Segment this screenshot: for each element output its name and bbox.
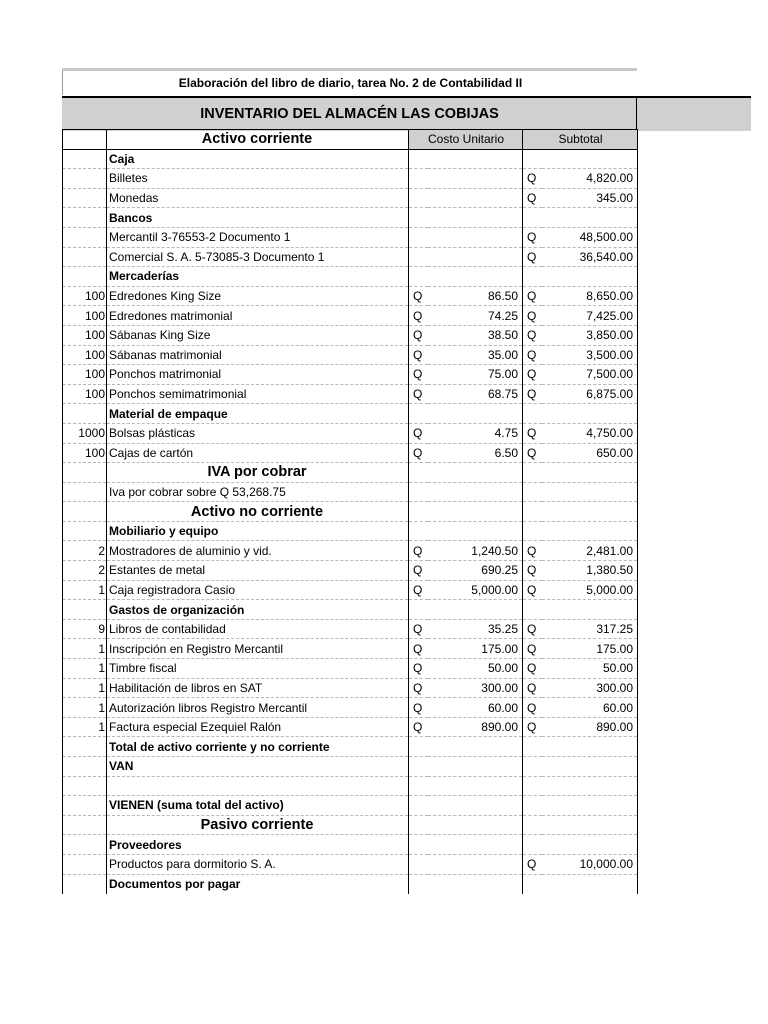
row-description: Caja registradora Casio — [107, 580, 409, 600]
row-quantity — [63, 404, 107, 424]
unit-cost-currency — [409, 404, 428, 424]
unit-cost-currency — [409, 737, 428, 757]
row-quantity: 100 — [63, 325, 107, 345]
row-description: Edredones King Size — [107, 286, 409, 306]
subtotal-currency — [523, 482, 542, 502]
row-quantity — [63, 188, 107, 208]
subtotal-value: 36,540.00 — [542, 247, 638, 267]
table-row — [63, 541, 638, 561]
subtotal-value — [542, 502, 638, 522]
subtotal-currency — [523, 502, 542, 522]
row-quantity: 100 — [63, 306, 107, 326]
subtotal-currency — [523, 815, 542, 835]
table-row — [63, 776, 638, 796]
unit-cost-currency — [409, 521, 428, 541]
subtotal-value: 4,820.00 — [542, 169, 638, 189]
unit-cost-value: 50.00 — [428, 659, 523, 679]
row-quantity: 1 — [63, 678, 107, 698]
table-row — [63, 659, 638, 679]
table-body — [63, 149, 638, 894]
unit-cost-currency: Q — [409, 286, 428, 306]
table-row — [63, 306, 638, 326]
subtotal-value — [542, 149, 638, 169]
unit-cost-value: 60.00 — [428, 698, 523, 718]
unit-cost-value: 35.25 — [428, 619, 523, 639]
subtotal-value: 317.25 — [542, 619, 638, 639]
row-description: Factura especial Ezequiel Ralón — [107, 717, 409, 737]
unit-cost-currency: Q — [409, 580, 428, 600]
subtotal-value: 3,500.00 — [542, 345, 638, 365]
row-quantity — [63, 502, 107, 522]
unit-cost-currency — [409, 776, 428, 796]
table-row — [63, 854, 638, 874]
unit-cost-currency — [409, 502, 428, 522]
subtotal-currency — [523, 149, 542, 169]
unit-cost-value — [428, 502, 523, 522]
unit-cost-currency: Q — [409, 443, 428, 463]
unit-cost-currency: Q — [409, 384, 428, 404]
subtotal-currency: Q — [523, 659, 542, 679]
subtotal-currency: Q — [523, 365, 542, 385]
row-description: Sábanas King Size — [107, 325, 409, 345]
unit-cost-currency — [409, 149, 428, 169]
unit-cost-value — [428, 188, 523, 208]
qty-header — [63, 130, 107, 150]
row-quantity — [63, 776, 107, 796]
unit-cost-value — [428, 463, 523, 483]
subtotal-currency — [523, 521, 542, 541]
row-description: Autorización libros Registro Mercantil — [107, 698, 409, 718]
subtotal-currency: Q — [523, 286, 542, 306]
unit-cost-value: 300.00 — [428, 678, 523, 698]
row-description: Inscripción en Registro Mercantil — [107, 639, 409, 659]
table-row — [63, 325, 638, 345]
unit-cost-value — [428, 600, 523, 620]
unit-cost-value: 175.00 — [428, 639, 523, 659]
row-description: Mobiliario y equipo — [107, 521, 409, 541]
unit-cost-currency: Q — [409, 365, 428, 385]
subtotal-currency: Q — [523, 678, 542, 698]
row-quantity: 1 — [63, 659, 107, 679]
unit-cost-currency — [409, 463, 428, 483]
unit-cost-currency — [409, 188, 428, 208]
row-quantity: 1000 — [63, 423, 107, 443]
section-header: Activo corriente — [107, 130, 409, 150]
row-quantity: 1 — [63, 639, 107, 659]
subtotal-currency: Q — [523, 247, 542, 267]
row-description: Gastos de organización — [107, 600, 409, 620]
unit-cost-value — [428, 757, 523, 777]
table-row — [63, 482, 638, 502]
unit-cost-value — [428, 796, 523, 816]
subtotal-value — [542, 776, 638, 796]
table-row — [63, 227, 638, 247]
row-quantity: 100 — [63, 365, 107, 385]
subtotal-value — [542, 267, 638, 287]
table-row — [63, 561, 638, 581]
unit-cost-value: 75.00 — [428, 365, 523, 385]
subtotal-value: 8,650.00 — [542, 286, 638, 306]
subtotal-currency: Q — [523, 188, 542, 208]
subtotal-value: 7,500.00 — [542, 365, 638, 385]
subtotal-value: 1,380.50 — [542, 561, 638, 581]
row-description: Estantes de metal — [107, 561, 409, 581]
subtotal-currency: Q — [523, 306, 542, 326]
subtotal-currency — [523, 600, 542, 620]
unit-cost-currency — [409, 169, 428, 189]
subtotal-currency: Q — [523, 325, 542, 345]
unit-cost-currency: Q — [409, 717, 428, 737]
row-quantity: 9 — [63, 619, 107, 639]
row-quantity: 100 — [63, 443, 107, 463]
subtotal-value: 175.00 — [542, 639, 638, 659]
subtotal-currency — [523, 757, 542, 777]
unit-cost-value — [428, 227, 523, 247]
subtotal-value: 4,750.00 — [542, 423, 638, 443]
unit-cost-value — [428, 776, 523, 796]
subtotal-value: 50.00 — [542, 659, 638, 679]
row-description: VIENEN (suma total del activo) — [107, 796, 409, 816]
subtotal-currency: Q — [523, 854, 542, 874]
table-row — [63, 815, 638, 835]
unit-cost-currency — [409, 815, 428, 835]
table-row — [63, 717, 638, 737]
table-header-row — [63, 130, 638, 150]
unit-cost-currency — [409, 874, 428, 894]
unit-cost-currency — [409, 600, 428, 620]
unit-cost-value — [428, 169, 523, 189]
row-quantity — [63, 874, 107, 894]
subtotal-currency: Q — [523, 443, 542, 463]
unit-cost-value: 86.50 — [428, 286, 523, 306]
table-row — [63, 874, 638, 894]
subtotal-value: 60.00 — [542, 698, 638, 718]
table-row — [63, 502, 638, 522]
unit-cost-currency — [409, 835, 428, 855]
unit-cost-value — [428, 521, 523, 541]
row-quantity — [63, 835, 107, 855]
unit-cost-value — [428, 267, 523, 287]
unit-cost-currency — [409, 267, 428, 287]
row-description: Productos para dormitorio S. A. — [107, 854, 409, 874]
unit-cost-currency — [409, 247, 428, 267]
subtotal-currency: Q — [523, 345, 542, 365]
unit-cost-value — [428, 854, 523, 874]
row-description: Caja — [107, 149, 409, 169]
unit-cost-currency: Q — [409, 561, 428, 581]
row-description: Ponchos semimatrimonial — [107, 384, 409, 404]
unit-cost-value: 35.00 — [428, 345, 523, 365]
unit-cost-currency — [409, 796, 428, 816]
unit-cost-currency: Q — [409, 659, 428, 679]
subtotal-currency: Q — [523, 384, 542, 404]
unit-cost-value: 890.00 — [428, 717, 523, 737]
table-row — [63, 365, 638, 385]
row-quantity — [63, 757, 107, 777]
table-row — [63, 463, 638, 483]
row-quantity — [63, 169, 107, 189]
subtotal-currency: Q — [523, 639, 542, 659]
row-description: Pasivo corriente — [107, 815, 409, 835]
subtotal-currency: Q — [523, 423, 542, 443]
subtotal-value: 7,425.00 — [542, 306, 638, 326]
table-row — [63, 835, 638, 855]
subtotal-value: 5,000.00 — [542, 580, 638, 600]
unit-cost-value: 690.25 — [428, 561, 523, 581]
subtotal-header: Subtotal — [523, 130, 638, 150]
table-row — [63, 149, 638, 169]
table-row — [63, 678, 638, 698]
unit-cost-value: 38.50 — [428, 325, 523, 345]
table-row — [63, 188, 638, 208]
row-description: VAN — [107, 757, 409, 777]
subtotal-currency — [523, 267, 542, 287]
unit-cost-currency — [409, 757, 428, 777]
row-description: Mostradores de aluminio y vid. — [107, 541, 409, 561]
inventory-banner — [62, 96, 751, 131]
subtotal-value — [542, 208, 638, 228]
row-quantity — [63, 521, 107, 541]
table-row — [63, 443, 638, 463]
row-quantity: 100 — [63, 345, 107, 365]
unit-cost-currency: Q — [409, 639, 428, 659]
unit-cost-currency: Q — [409, 423, 428, 443]
subtotal-value — [542, 482, 638, 502]
row-description: Ponchos matrimonial — [107, 365, 409, 385]
row-quantity — [63, 227, 107, 247]
unit-cost-value: 68.75 — [428, 384, 523, 404]
unit-cost-currency — [409, 482, 428, 502]
row-description: Libros de contabilidad — [107, 619, 409, 639]
subtotal-currency — [523, 463, 542, 483]
row-description: Bancos — [107, 208, 409, 228]
row-description: Monedas — [107, 188, 409, 208]
row-quantity — [63, 149, 107, 169]
subtotal-value — [542, 737, 638, 757]
subtotal-currency: Q — [523, 169, 542, 189]
subtotal-value: 2,481.00 — [542, 541, 638, 561]
table-row — [63, 521, 638, 541]
row-description: Total de activo corriente y no corriente — [107, 737, 409, 757]
row-description: Bolsas plásticas — [107, 423, 409, 443]
unit-cost-value — [428, 208, 523, 228]
subtotal-currency — [523, 874, 542, 894]
subtotal-value: 48,500.00 — [542, 227, 638, 247]
unit-cost-value: 4.75 — [428, 423, 523, 443]
row-description: Documentos por pagar — [107, 874, 409, 894]
unit-cost-header: Costo Unitario — [409, 130, 523, 150]
table-row — [63, 345, 638, 365]
subtotal-currency: Q — [523, 698, 542, 718]
table-row — [63, 247, 638, 267]
subtotal-currency: Q — [523, 580, 542, 600]
subtotal-value — [542, 835, 638, 855]
subtotal-value — [542, 796, 638, 816]
subtotal-value: 345.00 — [542, 188, 638, 208]
unit-cost-currency — [409, 854, 428, 874]
subtotal-value — [542, 404, 638, 424]
subtotal-currency: Q — [523, 717, 542, 737]
subtotal-value: 890.00 — [542, 717, 638, 737]
table-row — [63, 796, 638, 816]
subtotal-value — [542, 874, 638, 894]
table-row — [63, 698, 638, 718]
unit-cost-currency: Q — [409, 306, 428, 326]
row-description: Proveedores — [107, 835, 409, 855]
table-row — [63, 423, 638, 443]
row-description: Material de empaque — [107, 404, 409, 424]
row-quantity — [63, 737, 107, 757]
subtotal-currency — [523, 835, 542, 855]
row-quantity — [63, 854, 107, 874]
unit-cost-value: 74.25 — [428, 306, 523, 326]
unit-cost-currency: Q — [409, 678, 428, 698]
unit-cost-value — [428, 835, 523, 855]
subtotal-value: 3,850.00 — [542, 325, 638, 345]
row-description: Cajas de cartón — [107, 443, 409, 463]
subtotal-value: 6,875.00 — [542, 384, 638, 404]
unit-cost-value — [428, 149, 523, 169]
row-description: Comercial S. A. 5-73085-3 Documento 1 — [107, 247, 409, 267]
table-row — [63, 267, 638, 287]
table-row — [63, 757, 638, 777]
row-quantity — [63, 208, 107, 228]
row-description: Habilitación de libros en SAT — [107, 678, 409, 698]
row-quantity — [63, 267, 107, 287]
table-row — [63, 619, 638, 639]
row-quantity — [63, 600, 107, 620]
table-row — [63, 737, 638, 757]
row-description: Mercantil 3-76553-2 Documento 1 — [107, 227, 409, 247]
unit-cost-value: 5,000.00 — [428, 580, 523, 600]
unit-cost-value — [428, 737, 523, 757]
subtotal-currency: Q — [523, 619, 542, 639]
inventory-table — [62, 129, 638, 894]
table-row — [63, 600, 638, 620]
subtotal-currency — [523, 208, 542, 228]
row-description: Edredones matrimonial — [107, 306, 409, 326]
banner-title: INVENTARIO DEL ALMACÉN LAS COBIJAS — [200, 106, 499, 122]
unit-cost-currency: Q — [409, 698, 428, 718]
row-description: Iva por cobrar sobre Q 53,268.75 — [107, 482, 409, 502]
row-quantity — [63, 815, 107, 835]
table-row — [63, 384, 638, 404]
document-title: Elaboración del libro de diario, tarea No. 2 de Contabilidad II — [62, 71, 638, 95]
table-row — [63, 208, 638, 228]
unit-cost-currency — [409, 227, 428, 247]
subtotal-value — [542, 600, 638, 620]
table-row — [63, 580, 638, 600]
row-description — [107, 776, 409, 796]
subtotal-currency: Q — [523, 541, 542, 561]
row-description: Timbre fiscal — [107, 659, 409, 679]
subtotal-currency — [523, 776, 542, 796]
row-quantity: 2 — [63, 561, 107, 581]
subtotal-value — [542, 521, 638, 541]
row-description: IVA por cobrar — [107, 463, 409, 483]
subtotal-currency — [523, 796, 542, 816]
row-quantity: 2 — [63, 541, 107, 561]
unit-cost-currency: Q — [409, 619, 428, 639]
unit-cost-currency: Q — [409, 325, 428, 345]
unit-cost-value: 1,240.50 — [428, 541, 523, 561]
row-description: Sábanas matrimonial — [107, 345, 409, 365]
unit-cost-value — [428, 815, 523, 835]
table-row — [63, 404, 638, 424]
table-row — [63, 286, 638, 306]
subtotal-currency: Q — [523, 561, 542, 581]
unit-cost-value — [428, 404, 523, 424]
row-description: Billetes — [107, 169, 409, 189]
subtotal-currency — [523, 737, 542, 757]
unit-cost-value — [428, 247, 523, 267]
unit-cost-currency — [409, 208, 428, 228]
row-quantity: 1 — [63, 717, 107, 737]
unit-cost-currency: Q — [409, 345, 428, 365]
subtotal-value: 10,000.00 — [542, 854, 638, 874]
subtotal-currency: Q — [523, 227, 542, 247]
subtotal-value — [542, 463, 638, 483]
row-quantity — [63, 247, 107, 267]
row-quantity — [63, 463, 107, 483]
row-description: Mercaderías — [107, 267, 409, 287]
row-quantity: 100 — [63, 384, 107, 404]
table-row — [63, 639, 638, 659]
unit-cost-value: 6.50 — [428, 443, 523, 463]
banner-edge — [636, 98, 637, 131]
unit-cost-value — [428, 874, 523, 894]
unit-cost-value — [428, 482, 523, 502]
table-row — [63, 169, 638, 189]
subtotal-value — [542, 757, 638, 777]
row-quantity: 1 — [63, 580, 107, 600]
subtotal-currency — [523, 404, 542, 424]
row-quantity: 1 — [63, 698, 107, 718]
subtotal-value: 300.00 — [542, 678, 638, 698]
unit-cost-currency: Q — [409, 541, 428, 561]
row-quantity — [63, 796, 107, 816]
row-quantity — [63, 482, 107, 502]
subtotal-value: 650.00 — [542, 443, 638, 463]
subtotal-value — [542, 815, 638, 835]
row-quantity: 100 — [63, 286, 107, 306]
row-description: Activo no corriente — [107, 502, 409, 522]
